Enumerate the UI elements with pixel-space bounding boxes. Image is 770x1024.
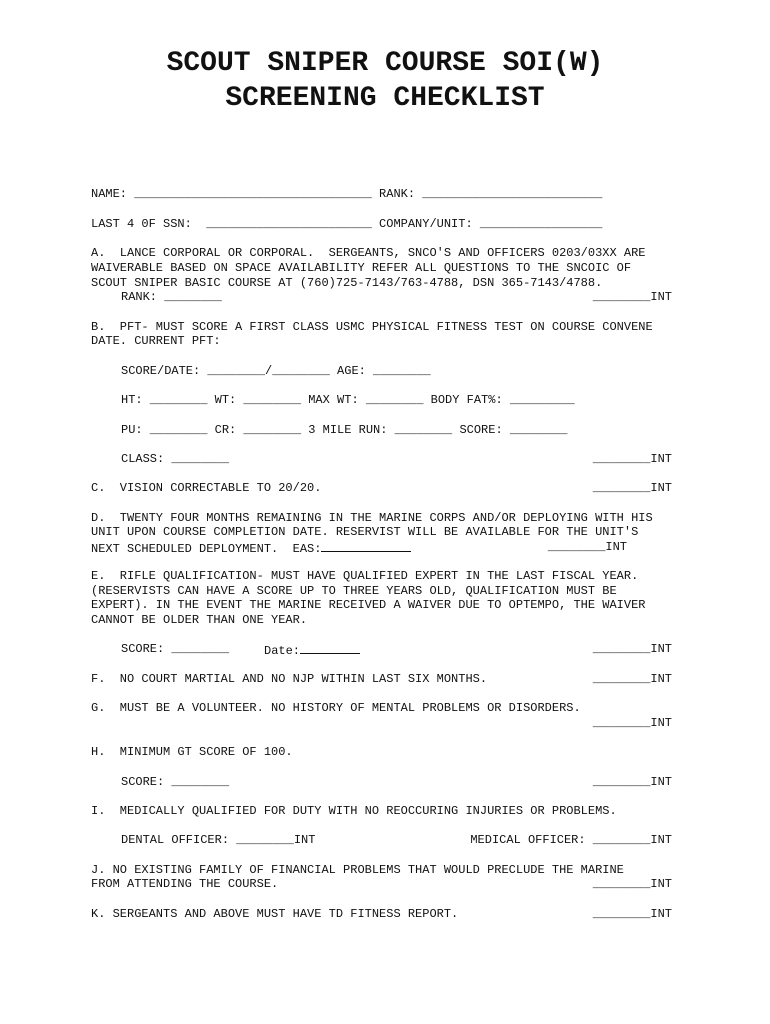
item-c-int: ________INT xyxy=(592,481,672,495)
item-d-line-3-row xyxy=(91,540,411,556)
item-e-line-3: EXPERT). IN THE EVENT THE MARINE RECEIVED A WAIVER DUE TO OPTEMPO, THE WAIVER xyxy=(91,598,646,612)
item-f-int: ________INT xyxy=(592,672,672,686)
item-b-measurements: HT: ________ WT: ________ MAX WT: ________ BODY FAT%: _________ xyxy=(121,393,575,407)
item-i-line-1: I. MEDICALLY QUALIFIED FOR DUTY WITH NO REOCCURING INJURIES OR PROBLEMS. xyxy=(91,804,617,818)
item-e-int: ________INT xyxy=(592,642,672,656)
item-k-int: ________INT xyxy=(592,907,672,921)
name-rank-line: NAME: _________________________________ RANK: _________________________ xyxy=(91,187,603,201)
item-k-line-1: K. SERGEANTS AND ABOVE MUST HAVE TD FITNESS REPORT. xyxy=(91,907,459,921)
item-a-line-1: A. LANCE CORPORAL OR CORPORAL. SERGEANTS, SNCO'S AND OFFICERS 0203/03XX ARE xyxy=(91,246,646,260)
item-d-line-3: NEXT SCHEDULED DEPLOYMENT. EAS: xyxy=(91,542,322,556)
item-f-line-1: F. NO COURT MARTIAL AND NO NJP WITHIN LAST SIX MONTHS. xyxy=(91,672,488,686)
item-b-line-1: B. PFT- MUST SCORE A FIRST CLASS USMC PHYSICAL FITNESS TEST ON COURSE CONVENE xyxy=(91,320,653,334)
item-h-line-1: H. MINIMUM GT SCORE OF 100. xyxy=(91,745,293,759)
item-a-int: ________INT xyxy=(592,290,672,304)
item-b-score-date: SCORE/DATE: ________/________ AGE: ________ xyxy=(121,364,431,378)
item-d-int: ________INT xyxy=(547,540,627,554)
item-c-line-1: C. VISION CORRECTABLE TO 20/20. xyxy=(91,481,322,495)
item-b-line-2: DATE. CURRENT PFT: xyxy=(91,334,221,348)
item-d-line-1: D. TWENTY FOUR MONTHS REMAINING IN THE MARINE CORPS AND/OR DEPLOYING WITH HIS xyxy=(91,511,653,525)
ssn-unit-line: LAST 4 0F SSN: _______________________ COMPANY/UNIT: _________________ xyxy=(91,217,603,231)
item-j-line-2: FROM ATTENDING THE COURSE. xyxy=(91,877,279,891)
item-h-score: SCORE: ________ xyxy=(121,775,230,789)
item-g-line-1: G. MUST BE A VOLUNTEER. NO HISTORY OF MENTAL PROBLEMS OR DISORDERS. xyxy=(91,701,581,715)
item-j-int: ________INT xyxy=(592,877,672,891)
date-blank xyxy=(300,642,360,654)
item-e-score: SCORE: ________ xyxy=(121,642,230,656)
item-a-rank: RANK: ________ xyxy=(121,290,222,304)
item-b-int: ________INT xyxy=(592,452,672,466)
page-title: SCOUT SNIPER COURSE SOI(W) xyxy=(166,48,604,79)
page-subtitle: SCREENING CHECKLIST xyxy=(225,83,545,114)
item-e-line-2: (RESERVISTS CAN HAVE A SCORE UP TO THREE YEARS OLD, QUALIFICATION MUST BE xyxy=(91,584,617,598)
item-a-line-2: WAIVERABLE BASED ON SPACE AVAILABILITY REFER ALL QUESTIONS TO THE SNCOIC OF xyxy=(91,261,632,275)
item-h-int: ________INT xyxy=(592,775,672,789)
item-i-dental: DENTAL OFFICER: ________INT xyxy=(121,833,316,847)
item-e-line-4: CANNOT BE OLDER THAN ONE YEAR. xyxy=(91,613,308,627)
eas-blank xyxy=(321,540,411,552)
item-e-line-1: E. RIFLE QUALIFICATION- MUST HAVE QUALIFIED EXPERT IN THE LAST FISCAL YEAR. xyxy=(91,569,639,583)
item-b-class: CLASS: ________ xyxy=(121,452,230,466)
item-j-line-1: J. NO EXISTING FAMILY OF FINANCIAL PROBLEMS THAT WOULD PRECLUDE THE MARINE xyxy=(91,863,624,877)
item-b-pft-events: PU: ________ CR: ________ 3 MILE RUN: ________ SCORE: ________ xyxy=(121,423,568,437)
item-i-medical: MEDICAL OFFICER: ________INT xyxy=(470,833,672,847)
item-e-date: Date: xyxy=(264,644,301,658)
item-e-date-row xyxy=(264,642,360,658)
item-d-line-2: UNIT UPON COURSE COMPLETION DATE. RESERVIST WILL BE AVAILABLE FOR THE UNIT'S xyxy=(91,525,639,539)
item-g-int: ________INT xyxy=(592,716,672,730)
item-a-line-3: SCOUT SNIPER BASIC COURSE AT (760)725-7143/763-4788, DSN 365-7143/4788. xyxy=(91,276,603,290)
